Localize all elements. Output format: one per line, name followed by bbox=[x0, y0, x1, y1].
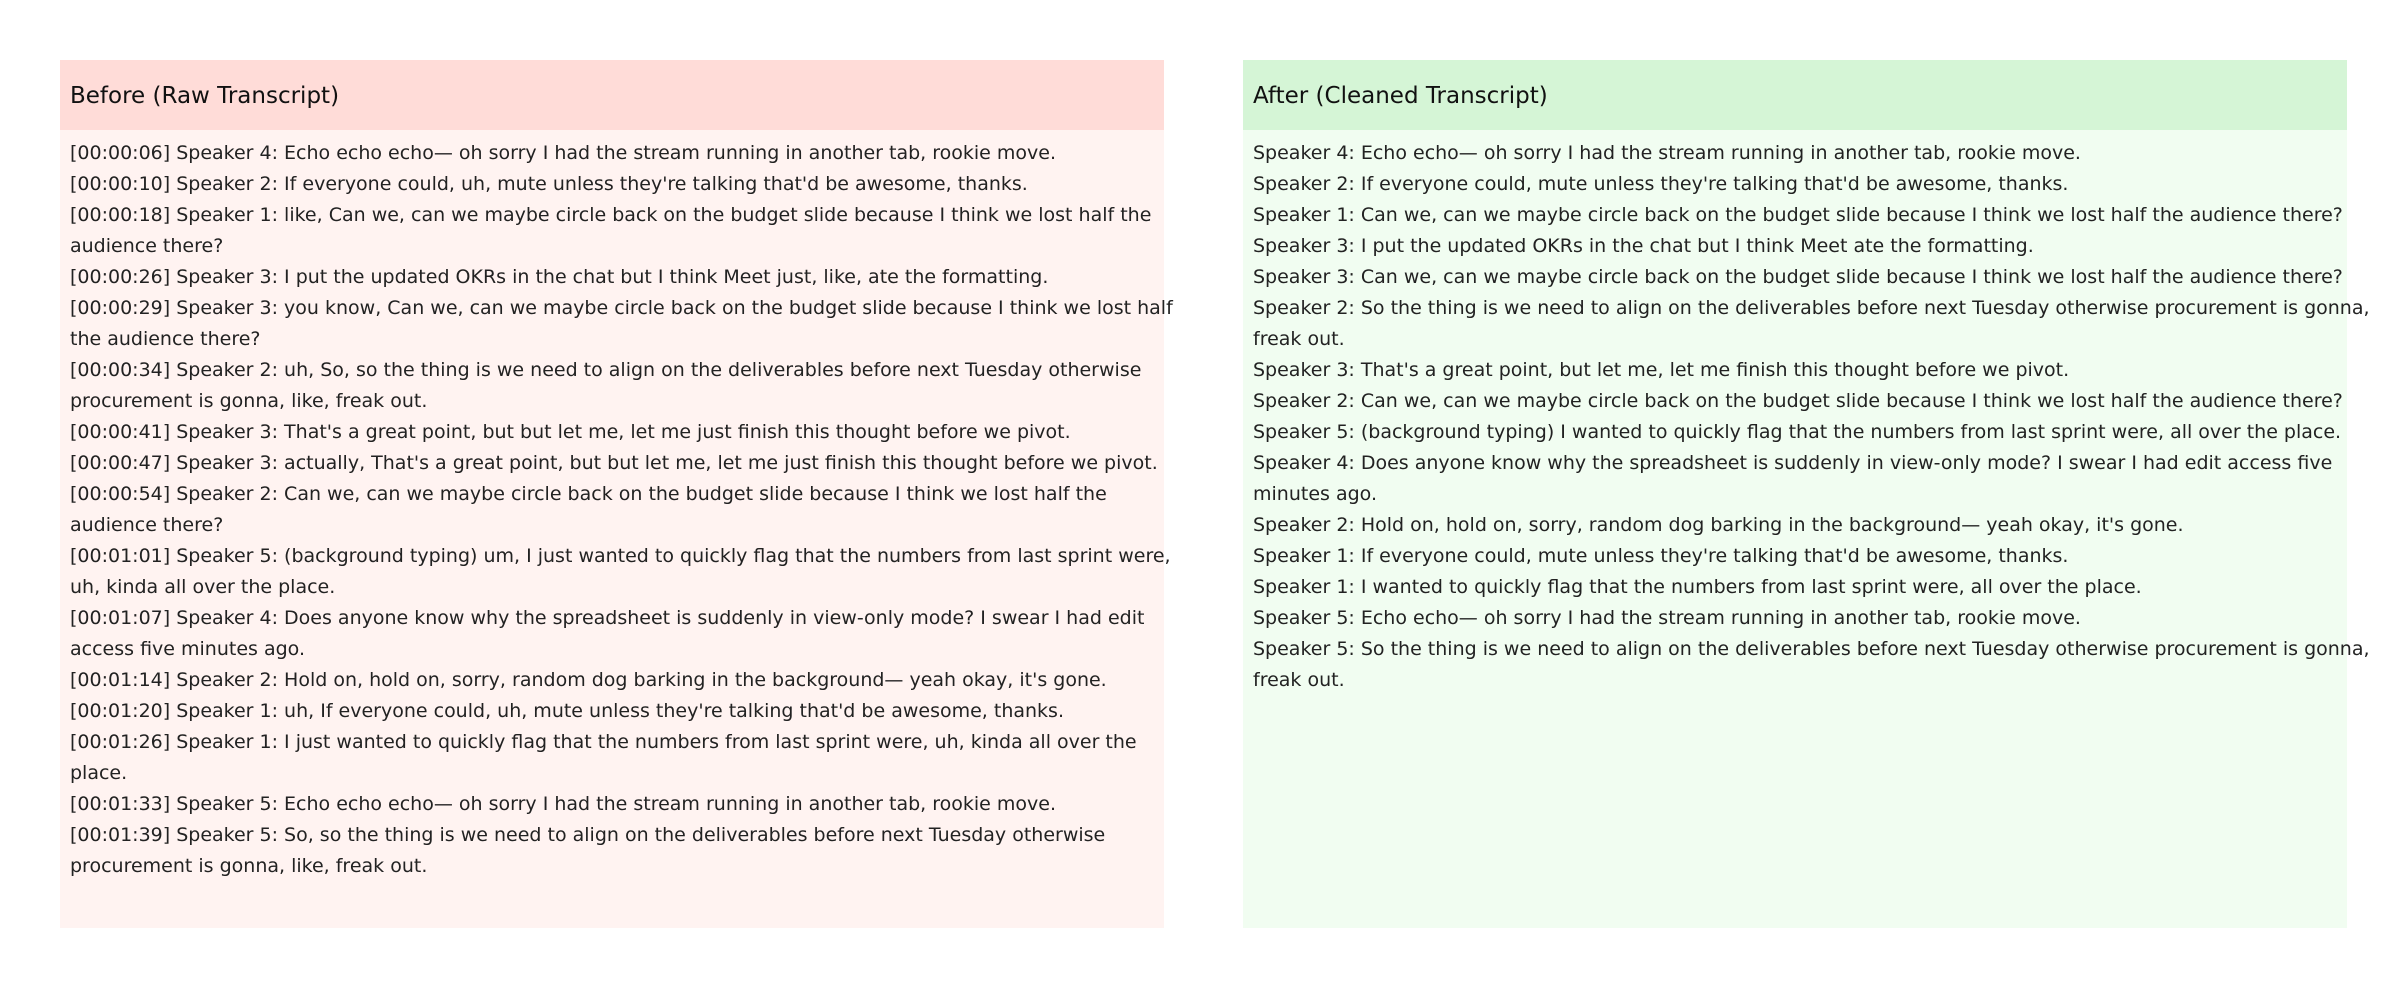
transcript-line: [00:01:01] Speaker 5: (background typing) um, I just wanted to quickly flag that the numbers from last sprint were, uh, kinda all over the place. bbox=[70, 545, 1171, 598]
transcript-line: [00:01:39] Speaker 5: So, so the thing is we need to align on the deliverables before next Tuesday otherwise procurement is gonna, like, freak out. bbox=[70, 824, 1106, 877]
before-panel-title: Before (Raw Transcript) bbox=[60, 60, 1164, 130]
after-panel bbox=[1243, 60, 2370, 928]
transcript-line: [00:01:07] Speaker 4: Does anyone know why the spreadsheet is suddenly in view-only mode? I swear I had edit access five minutes ago. bbox=[70, 607, 1145, 660]
transcript-line: Speaker 1: If everyone could, mute unless they're talking that'd be awesome, thanks. bbox=[1253, 545, 2069, 567]
transcript-line: Speaker 3: That's a great point, but let me, let me finish this thought before we pivot. bbox=[1253, 359, 2070, 381]
transcript-line: Speaker 4: Echo echo— oh sorry I had the stream running in another tab, rookie move. bbox=[1253, 142, 2081, 164]
transcript-line: [00:00:54] Speaker 2: Can we, can we maybe circle back on the budget slide because I think we lost half the audience there? bbox=[70, 483, 1107, 536]
transcript-line: Speaker 2: Can we, can we maybe circle back on the budget slide because I think we lost half the audience there? bbox=[1253, 390, 2343, 412]
transcript-line: Speaker 2: So the thing is we need to align on the deliverables before next Tuesday otherwise procurement is gonna, freak out. bbox=[1253, 297, 2370, 350]
after-transcript-body bbox=[1243, 130, 2371, 696]
before-transcript-body bbox=[60, 130, 1188, 882]
transcript-line: [00:01:33] Speaker 5: Echo echo echo— oh sorry I had the stream running in another tab, rookie move. bbox=[70, 793, 1057, 815]
transcript-line: [00:01:20] Speaker 1: uh, If everyone could, uh, mute unless they're talking that'd be awesome, thanks. bbox=[70, 700, 1064, 722]
transcript-line: [00:00:47] Speaker 3: actually, That's a great point, but but let me, let me just finish this thought before we pivot. bbox=[70, 452, 1158, 474]
transcript-line: [00:00:18] Speaker 1: like, Can we, can we maybe circle back on the budget slide because I think we lost half the audience there? bbox=[70, 204, 1152, 257]
transcript-line: Speaker 3: Can we, can we maybe circle back on the budget slide because I think we lost half the audience there? bbox=[1253, 266, 2343, 288]
transcript-line: [00:01:26] Speaker 1: I just wanted to quickly flag that the numbers from last sprint were, uh, kinda all over the place. bbox=[70, 731, 1137, 784]
transcript-line: Speaker 3: I put the updated OKRs in the chat but I think Meet ate the formatting. bbox=[1253, 235, 2034, 257]
transcript-line: Speaker 1: I wanted to quickly flag that the numbers from last sprint were, all over the place. bbox=[1253, 576, 2142, 598]
transcript-line: Speaker 4: Does anyone know why the spreadsheet is suddenly in view-only mode? I swear I had edit access five minutes ago. bbox=[1253, 452, 2333, 505]
transcript-line: [00:00:10] Speaker 2: If everyone could, uh, mute unless they're talking that'd be awesome, thanks. bbox=[70, 173, 1028, 195]
transcript-line: [00:00:06] Speaker 4: Echo echo echo— oh sorry I had the stream running in another tab, rookie move. bbox=[70, 142, 1057, 164]
before-panel bbox=[60, 60, 1173, 928]
transcript-line: [00:00:41] Speaker 3: That's a great point, but but let me, let me just finish this thought before we pivot. bbox=[70, 421, 1071, 443]
after-panel-title: After (Cleaned Transcript) bbox=[1243, 60, 2347, 130]
transcript-line: Speaker 2: Hold on, hold on, sorry, random dog barking in the background— yeah okay, it's gone. bbox=[1253, 514, 2184, 536]
transcript-line: Speaker 5: Echo echo— oh sorry I had the stream running in another tab, rookie move. bbox=[1253, 607, 2081, 629]
transcript-line: [00:00:29] Speaker 3: you know, Can we, can we maybe circle back on the budget slide because I think we lost half the audience there? bbox=[70, 297, 1173, 350]
transcript-line: Speaker 1: Can we, can we maybe circle back on the budget slide because I think we lost half the audience there? bbox=[1253, 204, 2343, 226]
transcript-line: Speaker 5: So the thing is we need to align on the deliverables before next Tuesday otherwise procurement is gonna, freak out. bbox=[1253, 638, 2370, 691]
transcript-line: [00:00:34] Speaker 2: uh, So, so the thing is we need to align on the deliverables before next Tuesday otherwise procurement is gonna, like, freak out. bbox=[70, 359, 1142, 412]
transcript-line: Speaker 2: If everyone could, mute unless they're talking that'd be awesome, thanks. bbox=[1253, 173, 2069, 195]
transcript-line: Speaker 5: (background typing) I wanted to quickly flag that the numbers from last sprint were, all over the place. bbox=[1253, 421, 2342, 443]
transcript-line: [00:01:14] Speaker 2: Hold on, hold on, sorry, random dog barking in the background— yeah okay, it's gone. bbox=[70, 669, 1107, 691]
transcript-line: [00:00:26] Speaker 3: I put the updated OKRs in the chat but I think Meet just, like, ate the formatting. bbox=[70, 266, 1049, 288]
